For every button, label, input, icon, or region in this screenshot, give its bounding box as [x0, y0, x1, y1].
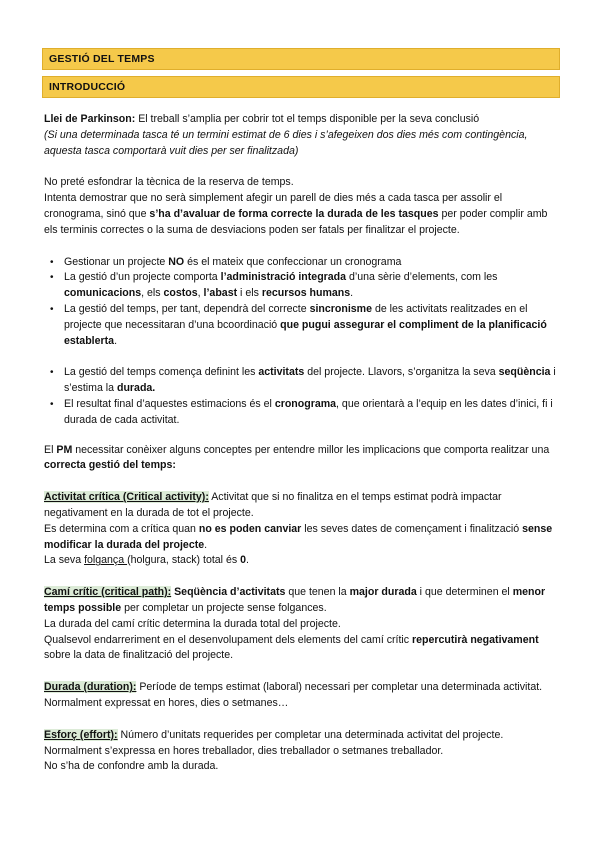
intro-paragraph: Intenta demostrar que no serà simplement afegir un parell de dies més a cada tasca per assolir el cronograma, sinó que s’ha d’avaluar de forma correcte la durada de les tasques per poder complir amb els terminis correctes o la suma de desviacions poden ser fatals per finalitzar el projecte.	[44, 192, 548, 236]
list-item: • La gestió del temps, per tant, dependrà del correcte sincronisme de les activitats realitzades en el projecte que necessitaran d’una bcoordinació que pugui assegurar el compliment de la planificació establerta.	[44, 302, 560, 349]
bullet-list-2	[44, 365, 560, 428]
title-band	[42, 48, 560, 70]
parkinson-law: Llei de Parkinson: El treball s’amplia per cobrir tot el temps disponible per la seva conclusió	[44, 113, 480, 125]
parkinson-example: (Si una determinada tasca té un termini estimat de 6 dies i s’afegeixen dos dies més com contingència, aquesta tasca comportarà vuit dies per ser finalitzada)	[44, 128, 528, 157]
effort-definition: Esforç (effort): Número d’unitats requerides per completar una determinada activitat del projecte. Normalment s’expressa en hores treballador, dies treballador o setmanes treballador.	[44, 728, 504, 757]
intro-line: No preté esfondrar la tècnica de la reserva de temps.	[44, 176, 294, 189]
section-band	[42, 76, 560, 98]
critical-path-definition: Camí crític (critical path): Seqüència d’activitats que tenen la major durada i que determinen el menor temps possible per completar un projecte sense folgances.	[44, 586, 546, 614]
list-item: • El resultat final d’aquestes estimacions és el cronograma, que orientarà a l’equip en les dates d’inici, fi i durada de cada activitat.	[44, 397, 560, 429]
list-item: • La gestió d’un projecte comporta l’administració integrada d’una sèrie d’elements, com les comunicacions, els costos, l’abast i els recursos humans.	[44, 270, 560, 302]
critical-path-term: Camí crític (critical path):	[44, 586, 172, 599]
list-item: • La gestió del temps comença definint les activitats del projecte. Llavors, s’organitza la seva seqüència i s’estima la durada.	[44, 365, 560, 397]
document-title: GESTIÓ DEL TEMPS	[49, 53, 155, 65]
section-title: INTRODUCCIÓ	[49, 81, 126, 93]
list-item: • Gestionar un projecte NO és el mateix que confeccionar un cronograma	[44, 255, 560, 271]
critical-activity-term: Activitat crítica (Critical activity):	[44, 491, 209, 504]
duration-term: Durada (duration):	[44, 681, 137, 694]
document-body: Llei de Parkinson: El treball s’amplia per cobrir tot el temps disponible per la seva conclusió (Si una determinada tasca té un termini estimat de 6 dies i s’afegeixen dos dies més com contingència, aquesta tasca comportarà vuit dies per ser finalitzada) No preté esfondrar la tècnica de la reserva de temps. Intenta demostrar que no serà simplement afegir un parell de dies més a cada tasca per assolir el cronograma, sinó que s’ha d’avaluar de forma correcte la durada de les tasques per poder complir amb els terminis correctes o la suma de desviacions poden ser fatals per finalitzar el projecte. • Gestionar un projecte NO és el mateix que confeccionar un cronograma • La gestió d’un projecte comporta l’administració integrada d’una sèrie d’elements, com les comunicacions, els costos, l’abast i els recursos humans. • La gestió del temps, per tant, dependrà del correcte sincronisme de les activitats realitzades en el projecte que necessitaran d’una bcoordinació que pugui assegurar el compliment de la planificació establerta. • La gestió del temps comença definint les activitats del projecte. Llavors, s’organitza la seva seqüència i s’estima la durada. • El resultat final d’aquestes estimacions és el cronograma, que orientarà a l’equip en les dates d’inici, fi i durada de cada activitat. El PM necessitar conèixer alguns conceptes per entendre millor les implicacions que comporta realitzar una correcta gestió del temps: Activitat crítica (Critical activity): Activitat que si no finalitza en el temps estimat podrà impactar negativament en la durada de tot el projecte. Es determina com a crítica quan no es poden canviar les seves dates de començament i finalització sense modificar la durada del projecte. La seva folgança (holgura, stack) total és 0. Camí crític (critical path): Seqüència d’activitats que tenen la major durada i que determinen el menor temps possible per completar un projecte sense folgances. La durada del camí crític determina la durada total del projecte. Qualsevol endarreriment en el desenvolupament dels elements del camí crític repercutirà negativament sobre la data de finalització del projecte. Durada (duration): Període de temps estimat (laboral) necessari per completar una determinada activitat. Normalment expressat en hores, dies o setmanes… Esforç (effort): Número d’unitats requerides per completar una determinada activitat del projecte. Normalment s’expressa en hores treballador, dies treballador o setmanes treballador. No s’ha de confondre amb la durada.	[44, 112, 560, 775]
bullet-list-1	[44, 255, 560, 350]
pm-paragraph: El PM necessitar conèixer alguns conceptes per entendre millor les implicacions que comporta realitzar una correcta gestió del temps:	[44, 443, 550, 472]
effort-term: Esforç (effort):	[44, 728, 118, 741]
critical-activity-definition: Activitat crítica (Critical activity): Activitat que si no finalitza en el temps estimat podrà impactar negativament en la durada de tot el projecte.	[44, 491, 502, 519]
duration-definition: Durada (duration): Període de temps estimat (laboral) necessari per completar una determinada activitat. Normalment expressat en hores, dies o setmanes…	[44, 681, 543, 709]
